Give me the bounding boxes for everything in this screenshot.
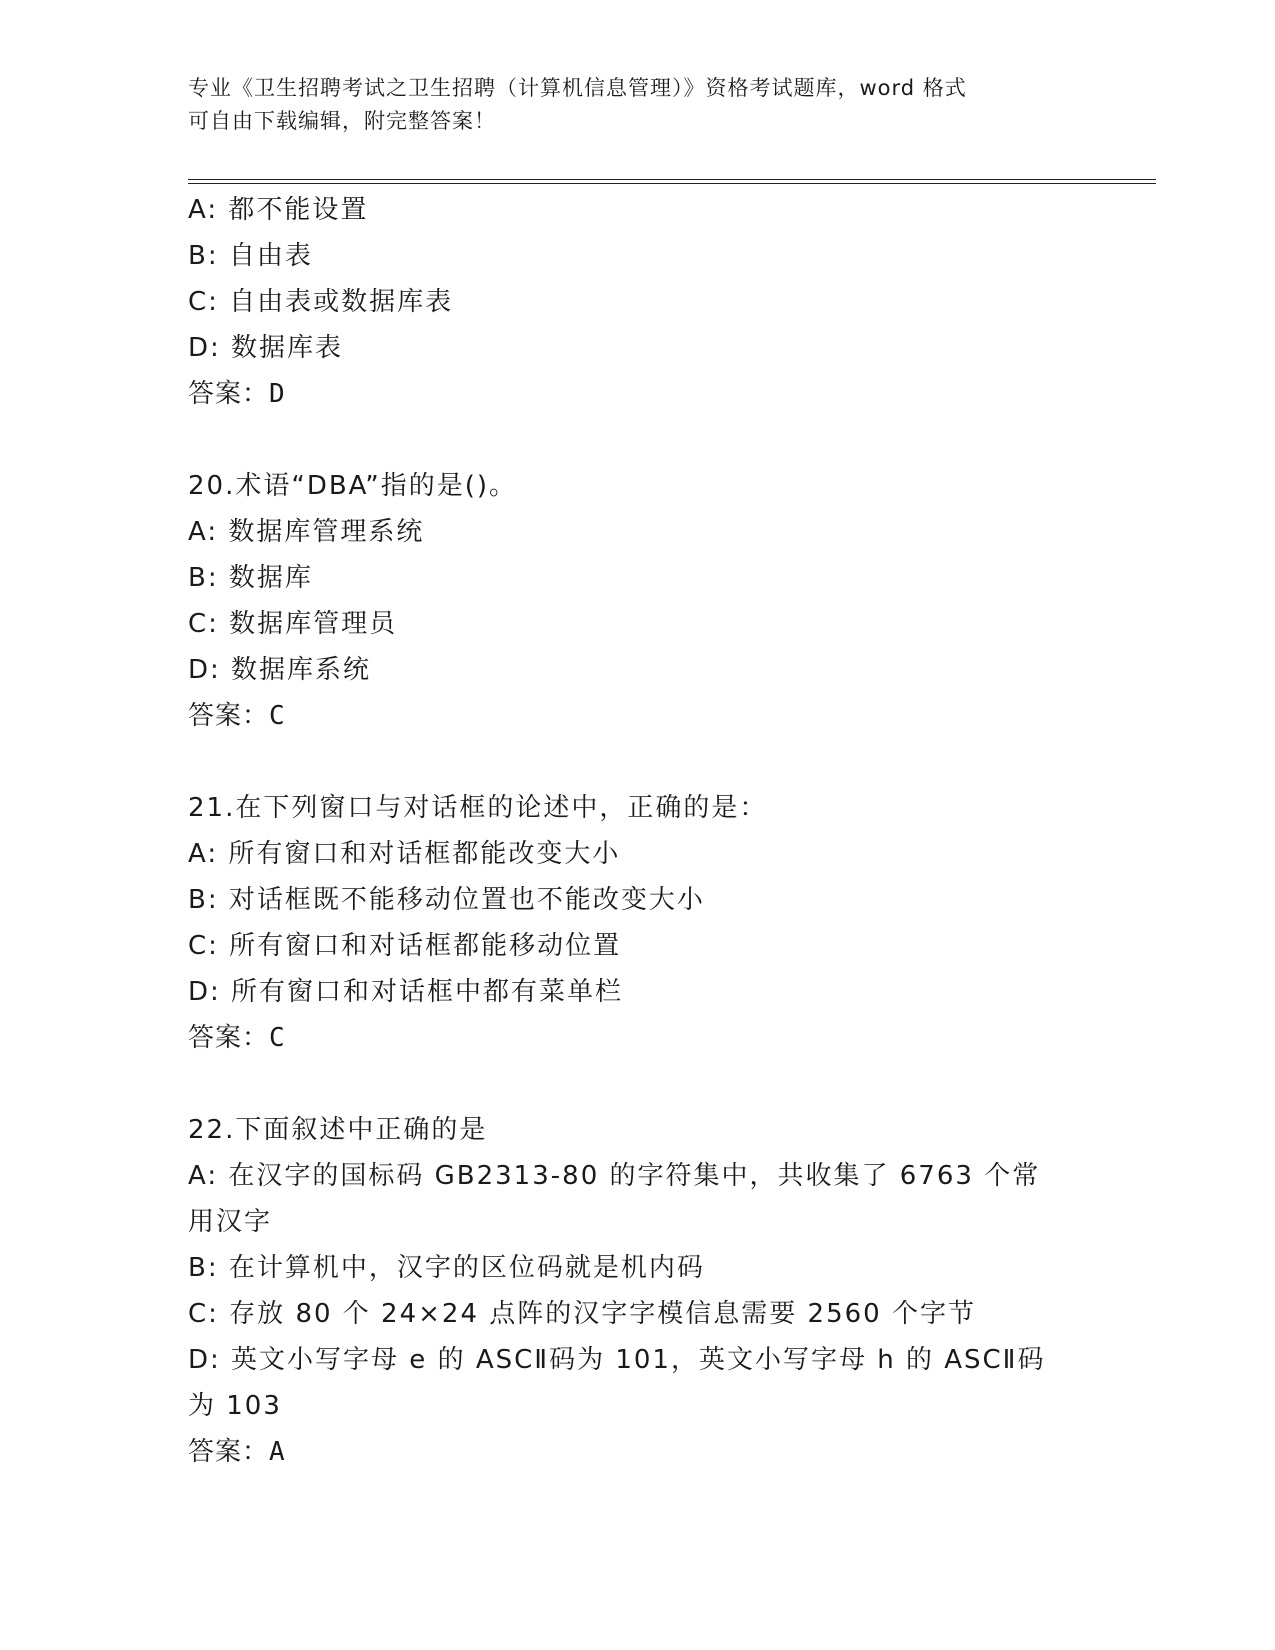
answer-value: A [269, 1437, 285, 1467]
option-b: B: 在计算机中，汉字的区位码就是机内码 [188, 1253, 705, 1283]
option-a: A: 数据库管理系统 [188, 517, 425, 547]
option-d: D: 数据库表 [188, 333, 344, 363]
option-c: C: 所有窗口和对话框都能移动位置 [188, 931, 622, 961]
question-20 [188, 463, 1088, 739]
answer-value: C [269, 1023, 285, 1053]
option-d: D: 所有窗口和对话框中都有菜单栏 [188, 977, 624, 1007]
header-divider-top [188, 179, 1156, 180]
question-19-tail [188, 187, 1088, 417]
option-d: D: 数据库系统 [188, 655, 372, 685]
answer-label: 答案： [188, 379, 270, 409]
option-b: B: 自由表 [188, 241, 313, 271]
option-b: B: 对话框既不能移动位置也不能改变大小 [188, 885, 705, 915]
question-stem: 20.术语“DBA”指的是()。 [188, 471, 518, 501]
answer-label: 答案： [188, 701, 270, 731]
question-21 [188, 785, 1088, 1061]
answer-value: C [269, 701, 285, 731]
option-c: C: 自由表或数据库表 [188, 287, 454, 317]
question-list [188, 187, 1088, 1475]
question-stem: 22.下面叙述中正确的是 [188, 1115, 488, 1145]
answer-value: D [269, 379, 285, 409]
question-22 [188, 1107, 1088, 1475]
option-a: A: 在汉字的国标码 GB2313-80 的字符集中，共收集了 6763 个常用汉字 [188, 1161, 1041, 1237]
header-line-2: 可自由下载编辑，附完整答案！ [188, 109, 496, 133]
answer-line [188, 1429, 1088, 1475]
answer-label: 答案： [188, 1437, 270, 1467]
header-line-1: 专业《卫生招聘考试之卫生招聘（计算机信息管理）》资格考试题库，word 格式 [188, 76, 967, 100]
answer-line [188, 693, 1088, 739]
document-header [188, 72, 1068, 138]
option-a: A: 都不能设置 [188, 195, 369, 225]
option-c: C: 数据库管理员 [188, 609, 398, 639]
question-stem: 21.在下列窗口与对话框的论述中，正确的是： [188, 793, 768, 823]
option-b: B: 数据库 [188, 563, 313, 593]
option-a: A: 所有窗口和对话框都能改变大小 [188, 839, 621, 869]
answer-line [188, 371, 1088, 417]
option-c: C: 存放 80 个 24×24 点阵的汉字字模信息需要 2560 个字节 [188, 1299, 976, 1329]
header-divider-bottom [188, 183, 1156, 184]
answer-line [188, 1015, 1088, 1061]
answer-label: 答案： [188, 1023, 270, 1053]
option-d: D: 英文小写字母 e 的 ASCⅡ码为 101，英文小写字母 h 的 ASCⅡ码为 103 [188, 1345, 1046, 1421]
